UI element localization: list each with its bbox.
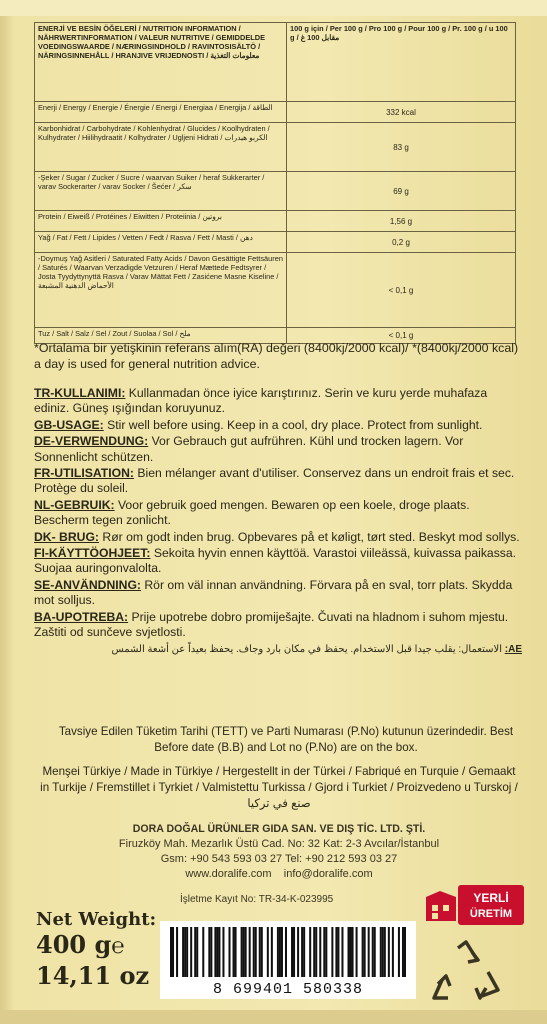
nutrition-row-value: 69 g — [287, 172, 516, 211]
nutrition-row-value: 0,2 g — [287, 232, 516, 253]
barcode-bar — [218, 927, 220, 977]
barcode-bar — [402, 927, 404, 977]
net-weight-label: Net Weight: — [36, 909, 157, 930]
barcode-bar — [368, 927, 370, 977]
usage-paragraph — [34, 386, 522, 417]
barcode-bar — [210, 927, 212, 977]
barcode-bar — [271, 927, 273, 977]
nutrition-row-label: Yağ / Fat / Fett / Lipides / Vetten / Fedt / Rasva / Fett / Masti / دهن — [35, 232, 287, 253]
barcode-bar — [214, 927, 216, 977]
nutrition-header-label: ENERJİ VE BESİN ÖĞELERİ / NUTRITION INFORMATION / NÄHRWERTINFORMATION / VALEUR NUTRITIVE / GEMIDDELDE VOEDINGSWAARDE / NÆRINGSINDHOLD / RAVINTOSISÄLTÖ / NÄRINGSINNEHÅLL / HRANJIVE VRIJEDNOSTI / معلومات التغذية — [35, 23, 287, 102]
e-mark-icon: ℮ — [111, 933, 125, 959]
nutrition-row-value: 1,56 g — [287, 211, 516, 232]
badge-line2: ÜRETİM — [469, 908, 513, 920]
usage-instructions — [34, 386, 522, 658]
barcode-bar — [303, 927, 305, 977]
barcode-bar — [208, 927, 210, 977]
usage-paragraph — [34, 466, 522, 497]
company-name: DORA DOĞAL ÜRÜNLER GIDA SAN. VE DIŞ TİC. LTD. ŞTİ. — [132, 823, 426, 835]
company-email[interactable]: info@doralife.com — [283, 868, 373, 880]
usage-text: Stir well before using. Keep in a cool, dry place. Protect from sunlight. — [103, 417, 483, 432]
company-web[interactable]: www.doralife.com — [185, 868, 272, 880]
barcode-bar — [255, 927, 257, 977]
barcode-bar — [216, 927, 218, 977]
company-address: Firuzköy Mah. Mezarlık Üstü Cad. No: 32 Kat: 2-3 Avcılar/İstanbul — [118, 838, 440, 850]
barcode-bar — [372, 927, 374, 977]
barcode-bar — [241, 927, 243, 977]
nutrition-row — [35, 232, 516, 253]
net-weight-grams: 400 g — [36, 930, 112, 959]
nutrition-row — [35, 211, 516, 232]
usage-text: Rör om väl innan användning. Förvara på en sval, torr plats. Skydda mot solljus. — [34, 577, 513, 608]
usage-text: Prije upotrebe dobro promiješajte. Čuvati na hladnom i suhom mjestu. Zaštiti od sunčeve svjetlosti. — [34, 609, 509, 640]
nutrition-row-label: Karbonhidrat / Carbohydrate / Kohlenhydrat / Glucides / Koolhydraten / Kulhydrater / Hiilihydraatit / Kolhydrater / Ugljeni Hidrati / الكربو هيدرات — [35, 123, 287, 172]
barcode-bar — [172, 927, 174, 977]
usage-paragraph — [34, 530, 522, 545]
usage-arabic-label: AE: — [504, 643, 522, 655]
nutrition-row-label: Protein / Eiweiß / Protéines / Eiwitten / Proteiinia / بروتين — [35, 211, 287, 232]
barcode-bar — [279, 927, 281, 977]
barcode-bar — [380, 927, 382, 977]
usage-language-label: TR-KULLANIMI: — [34, 386, 126, 400]
recycle-icon — [428, 938, 504, 1008]
barcode-bar — [267, 927, 269, 977]
barcode-bar — [235, 927, 237, 977]
usage-text: Bien mélanger avant d'utiliser. Conservez dans un endroit frais et sec. Protège du soleil. — [34, 466, 515, 496]
yerli-uretim-badge-icon — [422, 883, 526, 927]
barcode-bar — [356, 927, 358, 977]
barcode-bar — [196, 927, 198, 977]
barcode-bar — [186, 927, 188, 977]
origin-statement: Menşei Türkiye / Made in Türkiye / Hergestellt in der Türkei / Fabriqué en Turquie / Gemaakt in Turkije / Fremstillet i Tyrkiet / Valmistettu Turkissa / Gjord i Turkiet / Proizvedeno u Turskoj / صنع في تركيا — [40, 765, 518, 810]
usage-paragraph — [34, 578, 522, 609]
nutrition-header-value: 100 g için / Per 100 g / Pro 100 g / Pour 100 g / Pr. 100 g / u 100 g / مقابل 100 غ — [287, 23, 516, 102]
usage-language-label: BA-UPOTREBA: — [34, 609, 129, 624]
barcode-bar — [374, 927, 376, 977]
barcode-bar — [293, 927, 295, 977]
barcode-bar — [315, 927, 317, 977]
barcode-bar — [348, 927, 350, 977]
nutrition-row-label: Tuz / Salt / Salz / Sel / Zout / Suolaa / Sol / ملح — [35, 328, 287, 344]
barcode-bar — [350, 927, 352, 977]
nutrition-row-value: < 0,1 g — [287, 328, 516, 344]
barcode-bar — [352, 927, 354, 977]
barcode-bar — [291, 927, 293, 977]
barcode-bar — [233, 927, 235, 977]
barcode-bar — [184, 927, 186, 977]
usage-paragraph — [34, 434, 522, 465]
barcode-bar — [362, 927, 364, 977]
barcode-bar — [325, 927, 327, 977]
barcode-bar — [341, 927, 343, 977]
usage-text: Voor gebruik goed mengen. Bewaren op een koele, droge plaats. Bescherm tegen zonlicht. — [34, 497, 470, 528]
usage-arabic-text: الاستعمال: يقلب جيدا قبل الاستخدام. يحفظ في مكان بارد وجاف. يحفظ بعيداً عن أشعة الشمس — [111, 643, 502, 655]
nutrition-row-value: 332 kcal — [287, 102, 516, 123]
barcode-bar — [259, 927, 261, 977]
barcode-bar — [319, 927, 321, 977]
barcode-bar — [277, 927, 279, 977]
nutrition-row — [35, 102, 516, 123]
nutrition-row-label: Enerji / Energy / Energie / Énergie / Energi / Energiaa / Energija / الطاقة — [35, 102, 287, 123]
barcode-bar — [229, 927, 231, 977]
barcode-bar — [190, 927, 192, 977]
barcode-bar — [335, 927, 337, 977]
barcode-bar — [281, 927, 283, 977]
usage-language-label: DK- BRUG: — [34, 529, 99, 544]
usage-language-label: NL-GEBRUIK: — [34, 497, 115, 512]
usage-text: Vor Gebrauch gut aufrühren. Kühl und trocken lagern. Vor Sonnenlicht schützen. — [34, 434, 464, 464]
net-weight-ounces: 14,11 oz — [36, 961, 150, 990]
best-before-note: Tavsiye Edilen Tüketim Tarihi (TETT) ve Parti Numarası (P.No) kutunun üzerindedir. Best Before date (B.B) and Lot no (P.No) are on the box. — [58, 725, 514, 754]
usage-language-label: SE-ANVÄNDNING: — [34, 577, 141, 592]
company-phones: Gsm: +90 543 593 03 27 Tel: +90 212 593 03 27 — [160, 853, 398, 865]
barcode-bar — [249, 927, 251, 977]
barcode-bar — [182, 927, 184, 977]
barcode-bar — [170, 927, 172, 977]
barcode-bar — [245, 927, 247, 977]
barcode-bar — [301, 927, 303, 977]
usage-paragraph — [34, 418, 522, 433]
barcode-bar — [202, 927, 204, 977]
barcode-bar — [404, 927, 406, 977]
barcode — [160, 921, 416, 999]
barcode-bar — [261, 927, 263, 977]
nutrition-header-row — [35, 23, 516, 102]
usage-language-label: FI-KÄYTTÖOHJEET: — [34, 546, 151, 561]
package-top-edge — [0, 0, 547, 16]
usage-language-label: FR-UTILISATION: — [34, 466, 134, 481]
barcode-bar — [313, 927, 315, 977]
company-info — [40, 822, 518, 882]
reference-intake-note: *Ortalama bir yetişkinin referans alım(RA) değeri (8400kj/2000 kcal)/ *(8400kj/2000 kcal) a day is used for general nutrition advice. — [34, 341, 519, 371]
usage-language-label: GB-USAGE: — [34, 417, 104, 432]
barcode-bar — [253, 927, 255, 977]
barcode-digits: 8 699401 580338 — [212, 981, 364, 998]
barcode-bar — [384, 927, 386, 977]
nutrition-table — [34, 22, 516, 344]
barcode-bar — [194, 927, 196, 977]
company-contact — [40, 867, 518, 882]
nutrition-row — [35, 172, 516, 211]
barcode-bar — [297, 927, 299, 977]
barcode-bar — [382, 927, 384, 977]
barcode-bar — [309, 927, 311, 977]
barcode-bar — [392, 927, 394, 977]
nutrition-row-value: < 0,1 g — [287, 253, 516, 328]
usage-paragraph — [34, 546, 522, 577]
usage-arabic — [34, 642, 522, 657]
usage-text: Sekoita hyvin ennen käyttöä. Varastoi viileässä, kuivassa paikassa. Suojaa auringonvalolta. — [34, 546, 517, 576]
net-weight-block — [36, 909, 156, 991]
usage-text: Rør om godt inden brug. Opbevares på et køligt, tørt sted. Beskyt mod sollys. — [99, 529, 520, 544]
barcode-bar — [398, 927, 400, 977]
usage-text: Kullanmadan önce iyice karıştırınız. Serin ve kuru yerde muhafaza ediniz. Güneş ışığından koruyunuz. — [34, 386, 488, 416]
barcode-bars — [170, 927, 406, 977]
barcode-bar — [323, 927, 325, 977]
usage-language-label: DE-VERWENDUNG: — [34, 434, 149, 449]
net-weight-grams-line — [36, 930, 156, 961]
nutrition-row-label: -Şeker / Sugar / Zucker / Sucre / waarvan Suiker / heraf Sukkerarter / varav Sockerarter / varav Socker / Šećer / سكر — [35, 172, 287, 211]
barcode-bar — [243, 927, 245, 977]
usage-paragraph — [34, 498, 522, 529]
nutrition-row — [35, 253, 516, 328]
barcode-bar — [176, 927, 178, 977]
usage-paragraph — [34, 610, 522, 641]
barcode-bar — [388, 927, 390, 977]
nutrition-row-label: -Doymuş Yağ Asitleri / Saturated Fatty Acids / Davon Gesättigte Fettsäuren / Saturés / Waarvan Verzadigde Vetzuren / Heraf Mættede Fedtsyrer / Josta Tyydyttynyttä Rasva / Varav Mättat Fett / Zasićene Masne Kiseline / الأحماض الدهنية المشبعة — [35, 253, 287, 328]
barcode-bar — [331, 927, 333, 977]
barcode-bar — [285, 927, 287, 977]
barcode-bar — [222, 927, 224, 977]
badge-line1: YERLİ — [473, 891, 509, 905]
nutrition-row — [35, 123, 516, 172]
registration-number: İşletme Kayıt No: TR-34-K-023995 — [180, 894, 334, 905]
nutrition-row-value: 83 g — [287, 123, 516, 172]
barcode-bar — [364, 927, 366, 977]
barcode-bar — [337, 927, 339, 977]
package-bottom-edge — [0, 1010, 547, 1024]
